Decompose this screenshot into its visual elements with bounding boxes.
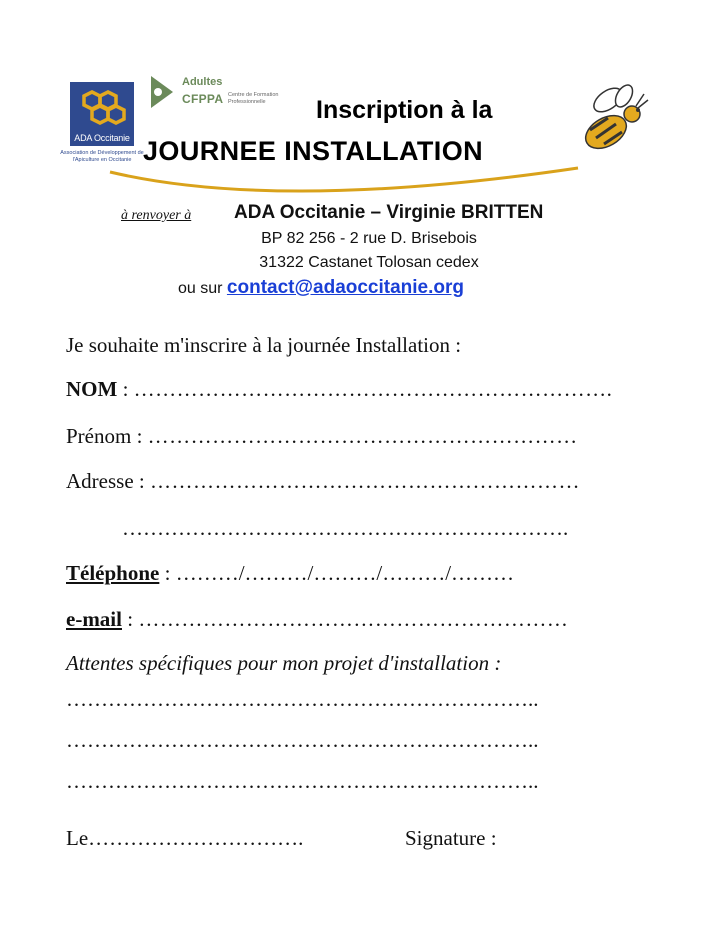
nom-row [66,377,612,402]
address-line-2: 31322 Castanet Tolosan cedex [259,254,479,271]
page-title-line1: Inscription à la [316,96,493,124]
date-label: Le [66,826,89,850]
telephone-row [66,561,514,586]
ada-occitanie-logo [70,82,134,146]
gold-swoosh-divider [100,160,590,204]
date-field[interactable]: …………………………. [88,826,304,850]
nom-label: NOM [66,377,118,401]
prenom-row [66,424,578,449]
ada-logo-text: ADA Occitanie [74,133,130,143]
adresse-field-line-2[interactable]: ………………………………………………………. [122,516,569,540]
telephone-label: Téléphone [66,561,160,585]
attentes-field-line[interactable]: ………………………………………………………….. [66,728,539,752]
date-row [66,826,303,851]
attentes-field-line[interactable]: ………………………………………………………….. [66,769,539,793]
return-to-label: à renvoyer à [121,208,192,223]
email-separator: : [121,607,139,631]
cfppa-name: CFPPA [182,92,224,106]
cfppa-logo-icon [149,74,175,110]
email-field[interactable]: …………………………………………………… [138,607,569,631]
telephone-separator: : [159,561,176,585]
bee-icon [578,78,650,158]
page-title-line2: JOURNEE INSTALLATION [143,136,484,166]
email-label: e-mail [66,607,122,631]
nom-field[interactable]: …………………………………………………………. [133,377,613,401]
signature-label: Signature : [405,826,497,850]
prenom-label: Prénom : [66,424,148,448]
attentes-field-line[interactable]: ………………………………………………………….. [66,687,539,711]
ada-logo-subtitle: Association de Développement de l'Apiculture en Occitanie [60,150,144,163]
form-intro: Je souhaite m'inscrire à la journée Installation : [66,333,462,357]
adresse-field[interactable]: …………………………………………………… [149,469,580,493]
cfppa-adultes-label: Adultes [182,76,223,88]
prenom-field[interactable]: …………………………………………………… [147,424,578,448]
contact-email-link[interactable]: contact@adaoccitanie.org [226,277,465,298]
attentes-label: Attentes spécifiques pour mon projet d'installation : [66,651,502,675]
recipient-name: ADA Occitanie – Virginie BRITTEN [234,202,544,223]
telephone-field[interactable]: ………/………/………/………/……… [175,561,515,585]
address-line-1: BP 82 256 - 2 rue D. Brisebois [261,230,477,247]
adresse-row [66,469,580,494]
or-label: ou sur [178,280,227,297]
adresse-label: Adresse : [66,469,150,493]
nom-separator: : [117,377,134,401]
cfppa-description: Centre de Formation Professionnelle [228,92,279,105]
email-row [66,607,568,632]
contact-line [178,277,464,299]
